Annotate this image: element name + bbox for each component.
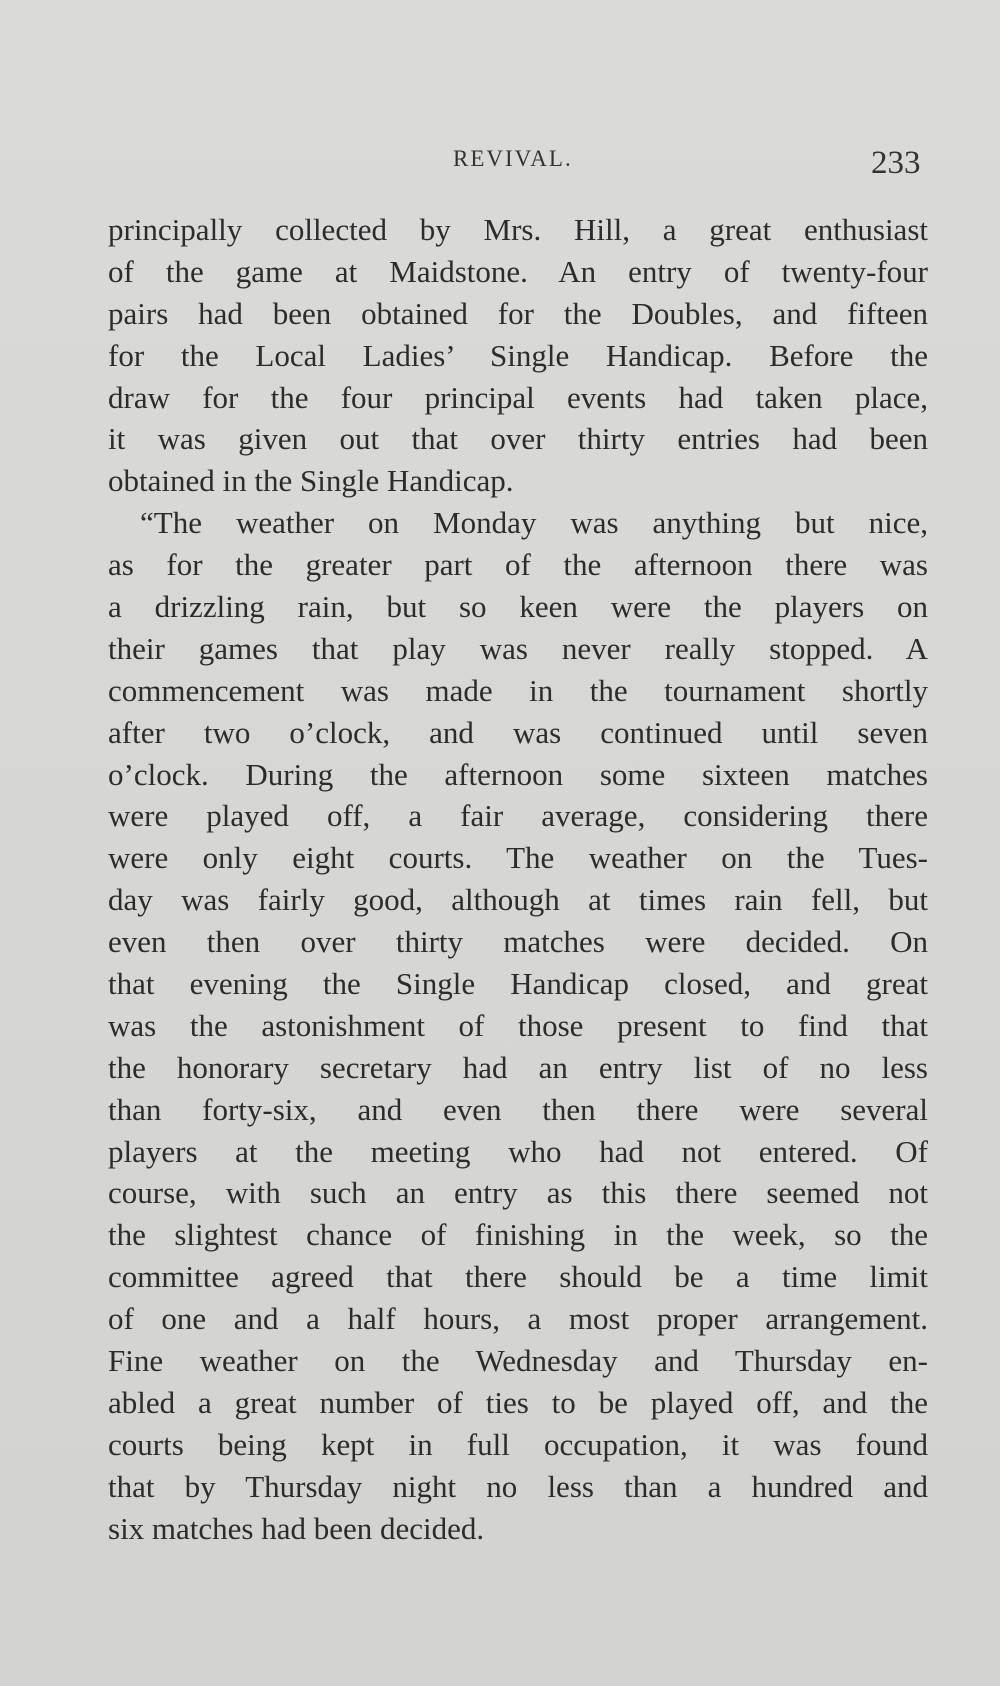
text-line: commencement was made in the tournament shortly: [108, 672, 928, 708]
text-line: for the Local Ladies’ Single Handicap. Before the: [108, 337, 928, 373]
text-line: of one and a half hours, a most proper arrangement.: [108, 1301, 928, 1337]
text-line: Fine weather on the Wednesday and Thursday en-: [108, 1343, 928, 1379]
text-line: that evening the Single Handicap closed, and great: [108, 966, 928, 1002]
text-line: o’clock. During the afternoon some sixteen matches: [108, 756, 928, 792]
text-line: abled a great number of ties to be played off, and the: [108, 1384, 928, 1420]
text-line: were played off, a fair average, considering there: [108, 798, 928, 834]
text-line: of the game at Maidstone. An entry of twenty-four: [108, 253, 928, 289]
text-line: after two o’clock, and was continued until seven: [108, 714, 928, 750]
running-title: REVIVAL.: [453, 146, 573, 171]
text-line: the slightest chance of finishing in the week, so the: [108, 1217, 928, 1253]
text-line: draw for the four principal events had taken place,: [108, 379, 928, 415]
text-line: it was given out that over thirty entries had been: [108, 421, 928, 457]
text-line: a drizzling rain, but so keen were the players on: [108, 589, 928, 625]
text-line: their games that play was never really stopped. A: [108, 630, 928, 666]
text-line: principally collected by Mrs. Hill, a great enthusiast: [108, 212, 928, 247]
text-line: as for the greater part of the afternoon there was: [108, 547, 928, 583]
text-line: “The weather on Monday was anything but nice,: [140, 505, 928, 541]
text-line: six matches had been decided.: [108, 1510, 485, 1546]
text-line: pairs had been obtained for the Doubles, and fifteen: [108, 295, 928, 331]
text-line: courts being kept in full occupation, it was found: [108, 1426, 928, 1462]
body-text: [108, 209, 928, 1550]
text-line: committee agreed that there should be a time limit: [108, 1259, 928, 1295]
text-line: obtained in the Single Handicap.: [108, 463, 514, 499]
text-line: than forty-six, and even then there were several: [108, 1091, 928, 1127]
text-line: even then over thirty matches were decided. On: [108, 924, 928, 960]
text-line: was the astonishment of those present to find that: [108, 1007, 928, 1043]
text-line: players at the meeting who had not entered. Of: [108, 1133, 928, 1169]
text-line: course, with such an entry as this there seemed not: [108, 1175, 928, 1211]
text-line: day was fairly good, although at times rain fell, but: [108, 882, 928, 918]
running-head: [0, 146, 1000, 186]
text-line: the honorary secretary had an entry list of no less: [108, 1049, 928, 1085]
text-line: were only eight courts. The weather on the Tues-: [108, 840, 928, 876]
page-number: 233: [871, 145, 921, 181]
text-line: that by Thursday night no less than a hundred and: [108, 1468, 928, 1504]
